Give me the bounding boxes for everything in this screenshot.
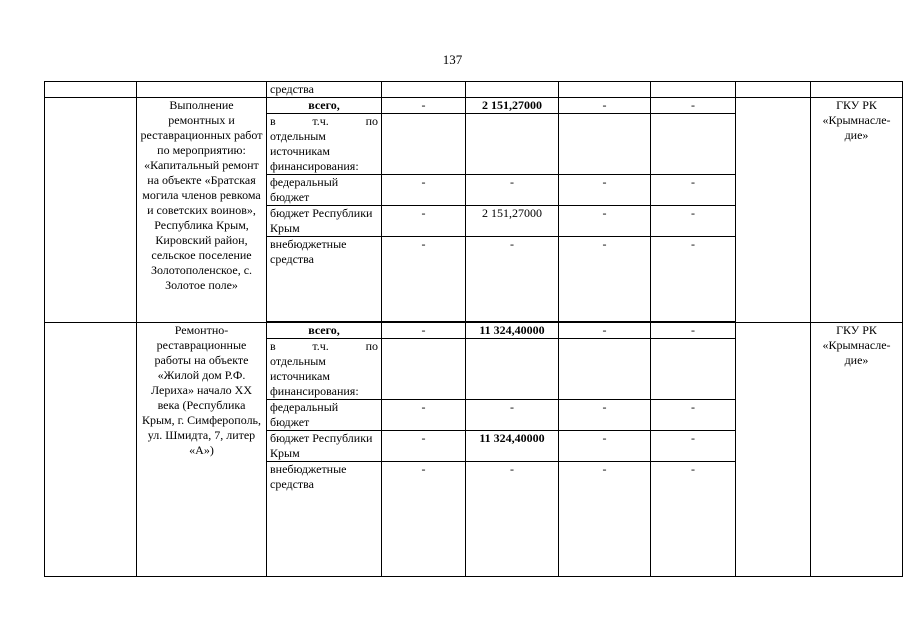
responsible-executor: ГКУ РК «Крымнасле-дие» — [811, 323, 903, 577]
value-cell: 2 151,27000 — [466, 98, 559, 114]
page-number: 137 — [442, 52, 463, 67]
table-row — [45, 98, 903, 114]
value-cell: - — [651, 98, 736, 114]
continuation-row — [45, 82, 903, 98]
source-label: бюджет Республики Крым — [267, 431, 382, 462]
description-cell — [137, 82, 267, 98]
measure-description: Выполнение ремонтных и реставрационных работ по мероприятию: «Капитальный ремонт на объекте «Братская могила членов ревкома и советских воинов», Республика Крым, Кировский район, сельское поселение Золотополенское, с. Золотое поле» — [137, 98, 267, 323]
source-label: бюджет Республики Крым — [267, 206, 382, 237]
source-label-including: в т.ч. по отдельным источникам финансирования: — [267, 339, 382, 400]
source-label: федеральный бюджет — [267, 175, 382, 206]
value-cell: - — [559, 98, 651, 114]
table-row: внебюджетные средства - - - - — [45, 462, 903, 577]
source-label: внебюджетные средства — [267, 237, 382, 322]
table-row: внебюджетные средства - - - - — [45, 237, 903, 322]
source-label: внебюджетные средства — [267, 462, 382, 577]
empty-cell — [736, 98, 811, 323]
financing-table — [44, 81, 903, 577]
source-label-total: всего, — [267, 323, 382, 339]
number-cell — [45, 82, 137, 98]
source-label-total: всего, — [267, 98, 382, 114]
responsible-executor: ГКУ РК «Крымнасле-дие» — [811, 98, 903, 323]
source-label: средства — [267, 82, 382, 98]
table-row: Ремонтно-реставрационные работы на объекте «Жилой дом Р.Ф. Лериха» начало XX века (Республика Крым, г. Симферополь, ул. Шмидта, 7, литер «А») всего, - 11 324,40000 - - ГКУ РК «Крымнасле-дие» — [45, 323, 903, 339]
source-label-including: в т.ч. по отдельным источникам финансирования: — [267, 114, 382, 175]
measure-description: Ремонтно-реставрационные работы на объекте «Жилой дом Р.Ф. Лериха» начало XX века (Республика Крым, г. Симферополь, ул. Шмидта, 7, литер «А») — [137, 323, 267, 577]
table-row: бюджет Республики Крым - 11 324,40000 - - — [45, 431, 903, 462]
table-row: бюджет Республики Крым - 2 151,27000 - - — [45, 206, 903, 237]
table-row: федеральный бюджет - - - - — [45, 175, 903, 206]
number-cell — [45, 98, 137, 323]
empty-cell — [736, 323, 811, 577]
value-cell: - — [382, 98, 466, 114]
number-cell — [45, 323, 137, 577]
source-label: федеральный бюджет — [267, 400, 382, 431]
table-row: федеральный бюджет - - - - — [45, 400, 903, 431]
